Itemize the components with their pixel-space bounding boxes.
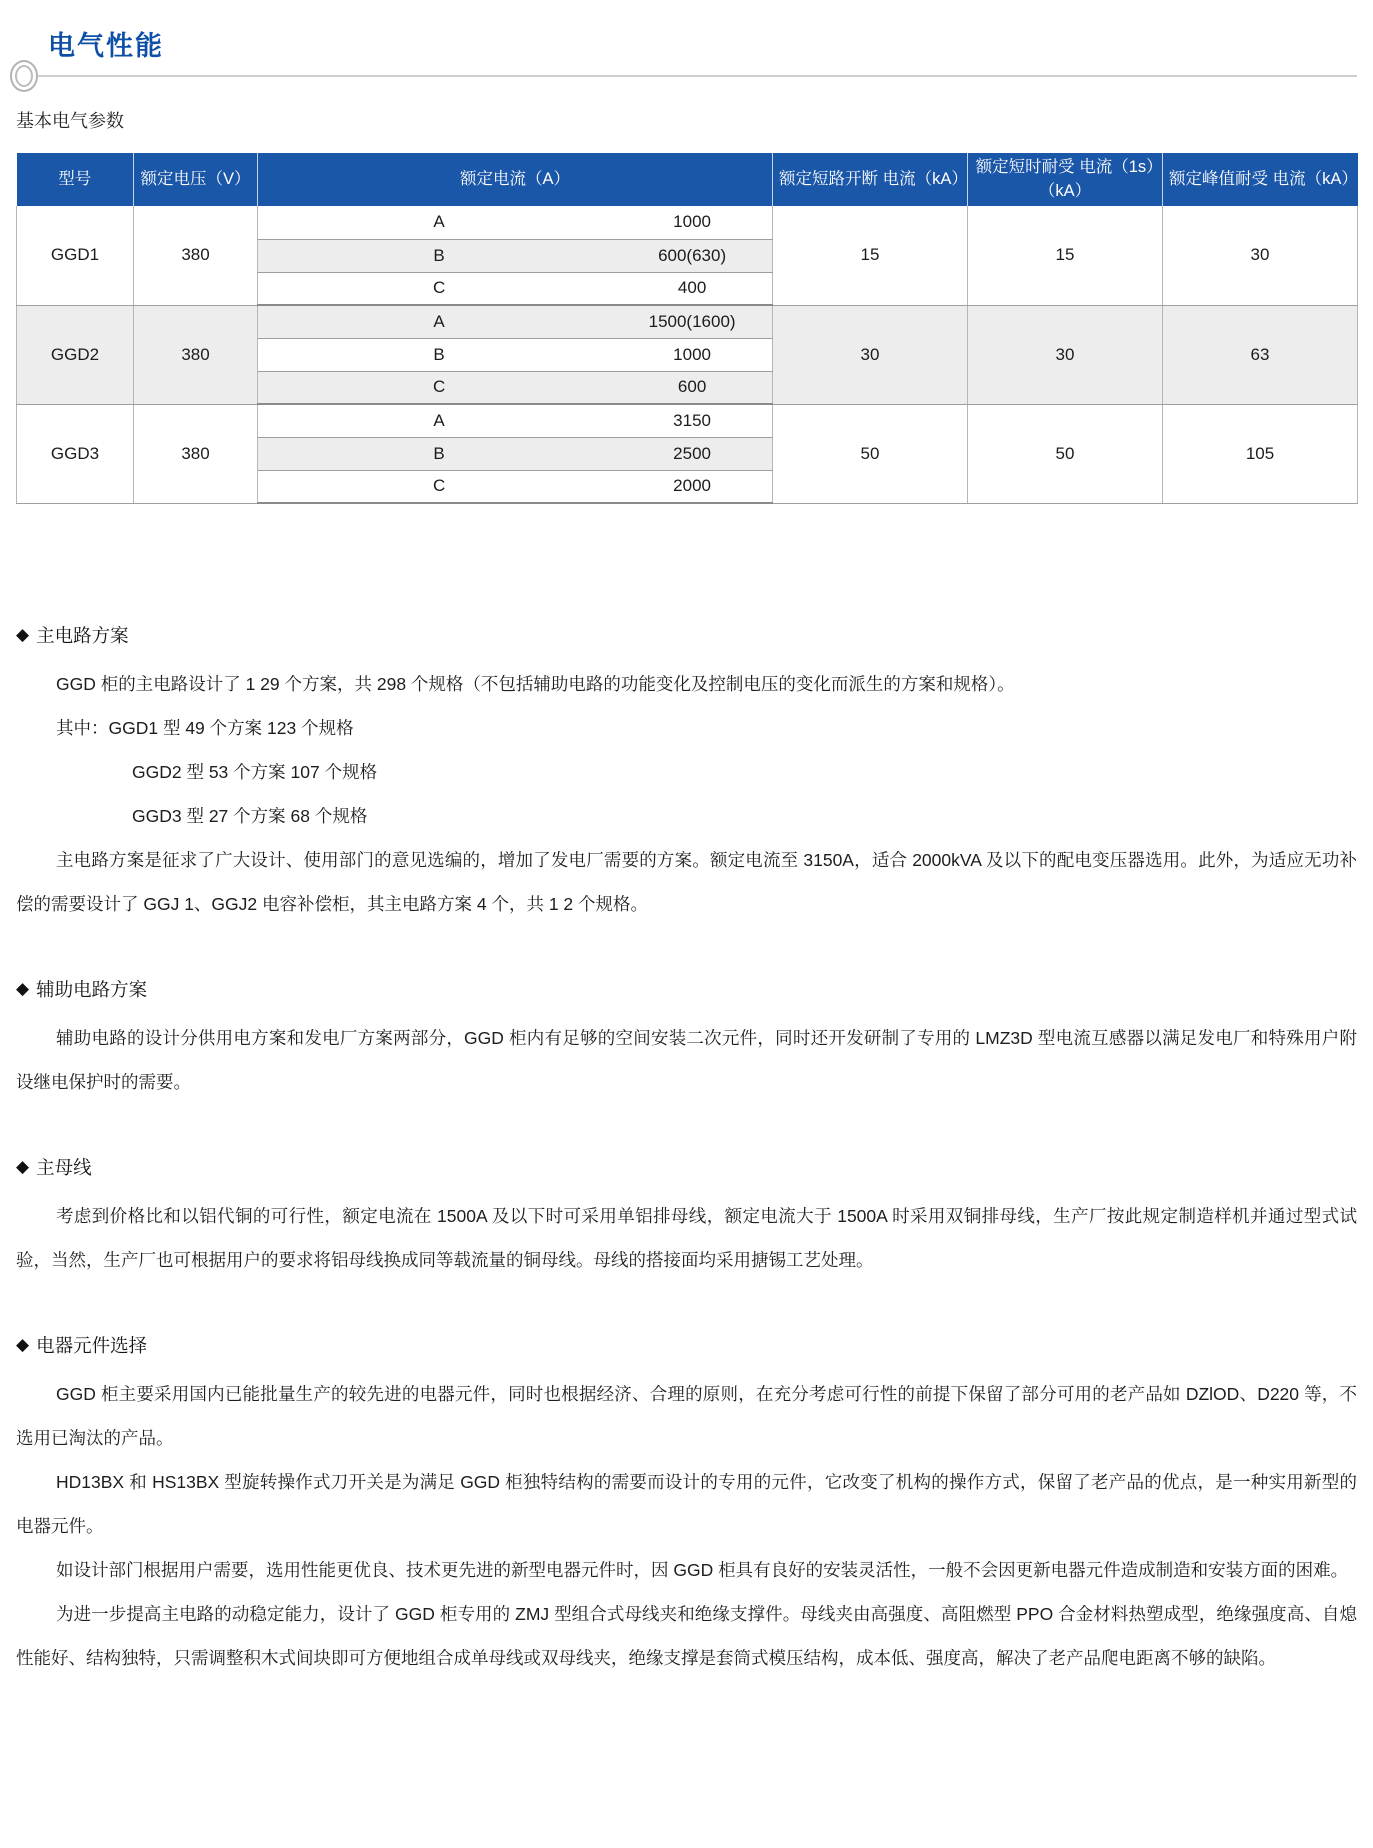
header-rule <box>10 59 1357 93</box>
current-value: 400 <box>677 278 707 298</box>
cell-current <box>258 404 773 437</box>
current-letter: C <box>432 377 446 397</box>
section-main-circuit <box>16 622 1357 926</box>
cell-current <box>258 338 773 371</box>
header-withstand-current: 额定短时耐受 电流（1s）（kA） <box>968 153 1163 206</box>
header-voltage: 额定电压（V） <box>134 153 258 206</box>
current-value: 600(630) <box>658 245 727 265</box>
cell-peak: 30 <box>1163 206 1358 305</box>
cell-model: GGD3 <box>17 404 134 503</box>
section-heading <box>16 622 1357 648</box>
header-model: 型号 <box>17 153 134 206</box>
section-main-busbar <box>16 1154 1357 1282</box>
cell-current <box>258 470 773 503</box>
header-peak-current: 额定峰值耐受 电流（kA） <box>1163 153 1358 206</box>
cell-current <box>258 437 773 470</box>
cell-withstand: 15 <box>968 206 1163 305</box>
cell-peak: 63 <box>1163 305 1358 404</box>
table-row <box>17 206 1358 239</box>
cell-peak: 105 <box>1163 404 1358 503</box>
divider-line <box>38 75 1357 77</box>
section-heading-label: 主电路方案 <box>36 625 129 646</box>
current-value: 1000 <box>673 212 711 232</box>
section-heading <box>16 1154 1357 1180</box>
current-letter: C <box>432 476 446 496</box>
current-value: 2500 <box>673 443 711 463</box>
current-letter: B <box>433 344 445 364</box>
page-title: 电气性能 <box>48 31 164 61</box>
paragraph: HD13BX 和 HS13BX 型旋转操作式刀开关是为满足 GGD 柜独特结构的需要而设计的专用的元件，它改变了机构的操作方式，保留了老产品的优点，是一种实用新型的电器元件。 <box>16 1472 1357 1536</box>
current-value: 1000 <box>673 344 711 364</box>
diamond-icon: ◆ <box>16 1157 30 1176</box>
cell-breaking: 30 <box>773 305 968 404</box>
current-letter: A <box>433 410 445 430</box>
diamond-icon: ◆ <box>16 1335 30 1354</box>
cell-voltage: 380 <box>134 206 258 305</box>
current-letter: B <box>433 245 445 265</box>
table-row <box>17 404 1358 437</box>
paragraph: GGD 柜主要采用国内已能批量生产的较先进的电器元件，同时也根据经济、合理的原则，在充分考虑可行性的前提下保留了部分可用的老产品如 DZlOD、D220 等，不选用已淘汰的产品。 <box>16 1384 1357 1448</box>
cell-model: GGD1 <box>17 206 134 305</box>
cell-current <box>258 206 773 239</box>
paragraph: 为进一步提高主电路的动稳定能力，设计了 GGD 柜专用的 ZMJ 型组合式母线夹和绝缘支撑件。母线夹由高强度、高阻燃型 PPO 合金材料热塑成型，绝缘强度高、自熄性能好、结构独特，只需调整积木式间块即可方便地组合成单母线或双母线夹，绝缘支撑是套筒式模压结构，成本低、强度高，解决了老产品爬电距离不够的缺陷。 <box>16 1604 1357 1668</box>
header-current: 额定电流（A） <box>258 153 773 206</box>
current-letter: B <box>433 443 445 463</box>
cell-current <box>258 239 773 272</box>
cell-withstand: 30 <box>968 305 1163 404</box>
header-breaking-current: 额定短路开断 电流（kA） <box>773 153 968 206</box>
current-letter: C <box>432 278 446 298</box>
current-value: 2000 <box>673 476 711 496</box>
page-header <box>16 24 1357 93</box>
section-component-selection <box>16 1332 1357 1680</box>
current-letter: A <box>433 311 445 331</box>
current-letter: A <box>433 212 445 232</box>
table-row <box>17 305 1358 338</box>
diamond-icon: ◆ <box>16 625 30 644</box>
cell-breaking: 15 <box>773 206 968 305</box>
section-heading <box>16 976 1357 1002</box>
paragraph: 如设计部门根据用户需要，选用性能更优良、技术更先进的新型电器元件时，因 GGD 柜具有良好的安装灵活性，一般不会因更新电器元件造成制造和安装方面的困难。 <box>56 1560 1349 1580</box>
paragraph: 辅助电路的设计分供用电方案和发电厂方案两部分，GGD 柜内有足够的空间安装二次元件，同时还开发研制了专用的 LMZ3D 型电流互感器以满足发电厂和特殊用户附设继电保护时的需要。 <box>16 1028 1357 1092</box>
spec-line: GGD3 型 27 个方案 68 个规格 <box>132 806 368 826</box>
paragraph: 考虑到价格比和以铝代铜的可行性，额定电流在 1500A 及以下时可采用单铝排母线，额定电流大于 1500A 时采用双铜排母线，生产厂按此规定制造样机并通过型式试验，当然，生产厂也可根据用户的要求将铝母线换成同等载流量的铜母线。母线的搭接面均采用搪锡工艺处理。 <box>16 1206 1357 1270</box>
cell-model: GGD2 <box>17 305 134 404</box>
section-heading-label: 辅助电路方案 <box>36 979 148 1000</box>
section-heading <box>16 1332 1357 1358</box>
table-header <box>17 153 1358 206</box>
cell-voltage: 380 <box>134 305 258 404</box>
cell-current <box>258 371 773 404</box>
section-heading-label: 主母线 <box>36 1157 92 1178</box>
cell-voltage: 380 <box>134 404 258 503</box>
section-auxiliary-circuit <box>16 976 1357 1104</box>
table-caption: 基本电气参数 <box>16 111 124 131</box>
cell-current <box>258 272 773 305</box>
cell-breaking: 50 <box>773 404 968 503</box>
current-value: 1500(1600) <box>648 311 736 331</box>
electrical-parameters-table <box>16 153 1358 504</box>
spec-line: GGD2 型 53 个方案 107 个规格 <box>132 762 378 782</box>
current-value: 3150 <box>673 410 711 430</box>
cell-current <box>258 305 773 338</box>
paragraph: GGD 柜的主电路设计了 1 29 个方案，共 298 个规格（不包括辅助电路的功能变化及控制电压的变化而派生的方案和规格）。 <box>56 674 1015 694</box>
section-heading-label: 电器元件选择 <box>36 1335 148 1356</box>
cell-withstand: 50 <box>968 404 1163 503</box>
current-value: 600 <box>677 377 707 397</box>
diamond-icon: ◆ <box>16 979 30 998</box>
ring-icon <box>10 60 38 92</box>
spec-line: 其中：GGD1 型 49 个方案 123 个规格 <box>56 718 354 738</box>
paragraph: 主电路方案是征求了广大设计、使用部门的意见选编的，增加了发电厂需要的方案。额定电流至 3150A，适合 2000kVA 及以下的配电变压器选用。此外，为适应无功补偿的需要设计了 GGJ 1、GGJ2 电容补偿柜，其主电路方案 4 个，共 1 2 个规格。 <box>16 850 1357 914</box>
